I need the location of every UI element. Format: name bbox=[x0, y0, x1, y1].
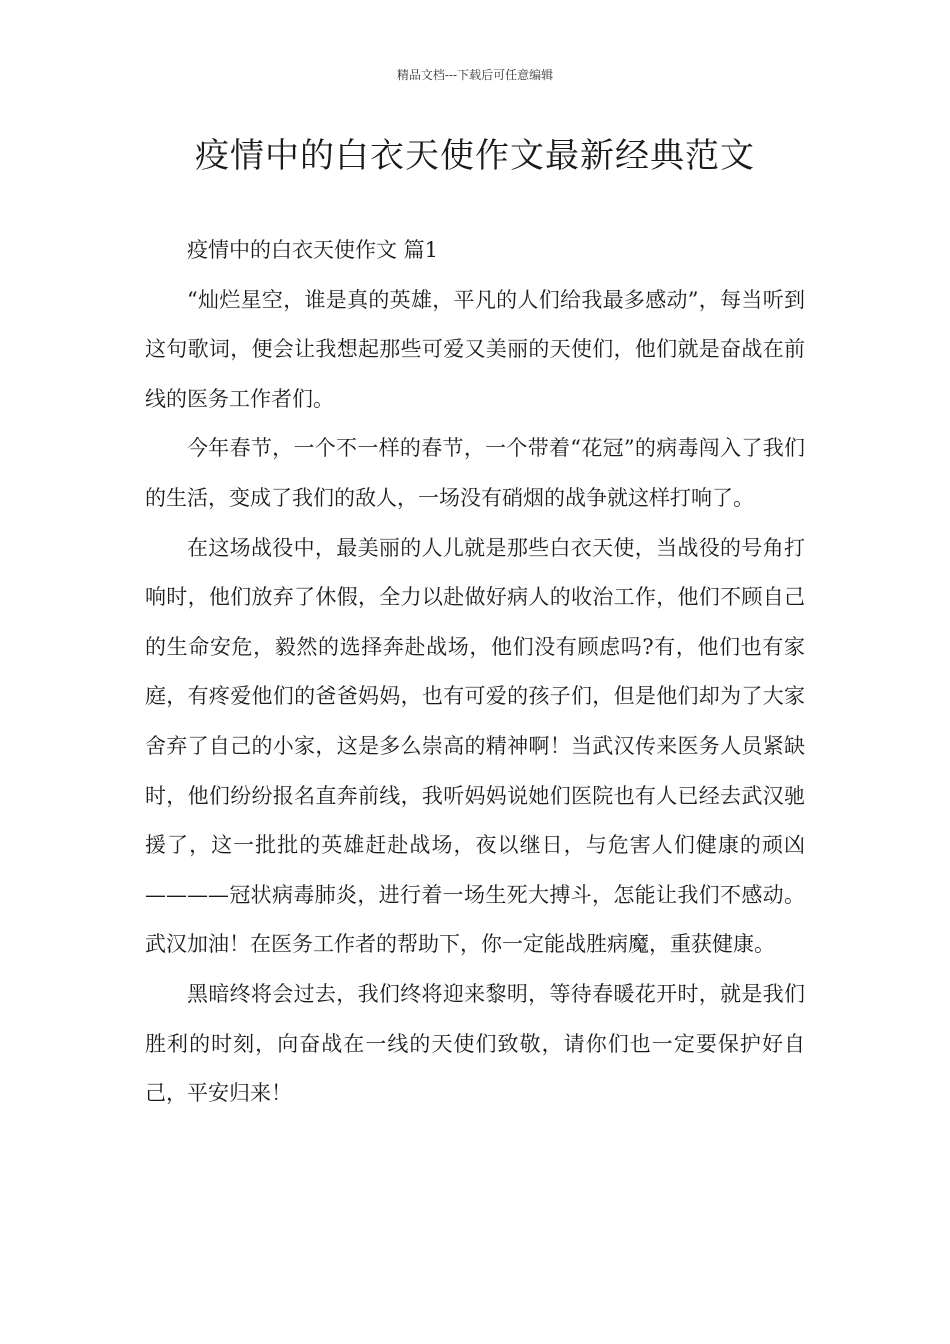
section-heading: 疫情中的白衣天使作文 篇1 bbox=[187, 238, 439, 262]
page-header: 精品文档---下载后可任意编辑 bbox=[396, 68, 554, 82]
paragraph-2: 今年春节，一个不一样的春节，一个带着“花冠”的病毒闯入了我们的生活，变成了我们的敌人，一场没有硝烟的战争就这样打响了。 bbox=[145, 436, 805, 510]
document-body bbox=[145, 226, 805, 1119]
paragraph-1: “灿烂星空，谁是真的英雄，平凡的人们给我最多感动”，每当听到这句歌词，便会让我想起那些可爱又美丽的天使们，他们就是奋战在前线的医务工作者们。 bbox=[145, 287, 805, 411]
document-title: 疫情中的白衣天使作文最新经典范文 bbox=[195, 136, 755, 176]
paragraph-3: 在这场战役中，最美丽的人儿就是那些白衣天使，当战役的号角打响时，他们放弃了休假，全力以赴做好病人的收治工作，他们不顾自己的生命安危，毅然的选择奔赴战场，他们没有顾虑吗?有，他们也有家庭，有疼爱他们的爸爸妈妈，也有可爱的孩子们，但是他们却为了大家舍弃了自己的小家，这是多么崇高的精神啊！当武汉传来医务人员紧缺时，他们纷纷报名直奔前线，我听妈妈说她们医院也有人已经去武汉驰援了，这一批批的英雄赶赴战场，夜以继日，与危害人们健康的顽凶————冠状病毒肺炎，进行着一场生死大搏斗，怎能让我们不感动。武汉加油！在医务工作者的帮助下，你一定能战胜病魔，重获健康。 bbox=[145, 535, 805, 957]
paragraph-4: 黑暗终将会过去，我们终将迎来黎明，等待春暖花开时，就是我们胜利的时刻，向奋战在一线的天使们致敬，请你们也一定要保护好自己，平安归来！ bbox=[145, 981, 805, 1106]
